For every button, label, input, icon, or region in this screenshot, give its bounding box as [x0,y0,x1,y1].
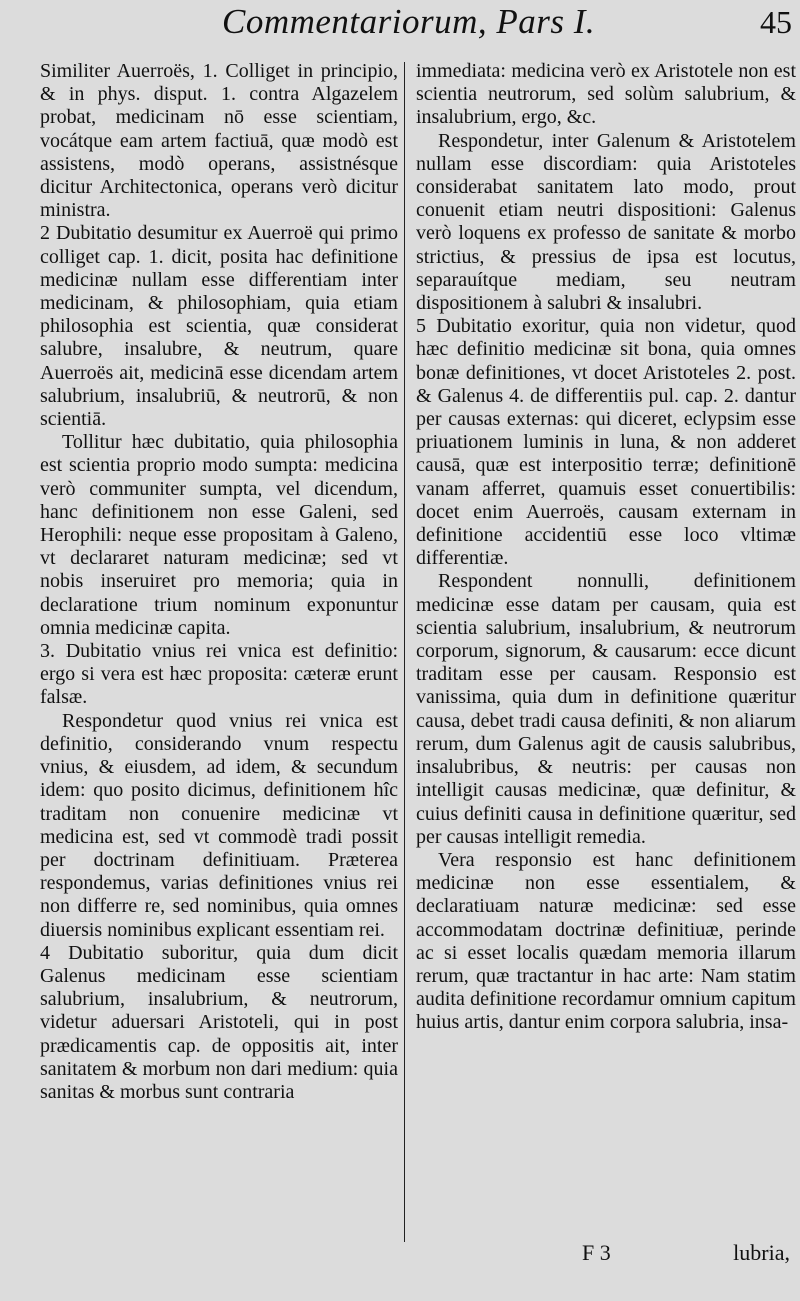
signature-mark: F 3 [582,1240,611,1265]
paragraph: 5 Dubitatio exoritur, quia non videtur, quod hæc definitio medicinæ sit bona, quia omnes bonæ definitiones, vt docet Aristoteles 2. post. & Galenus 4. de differentiis pul. cap. 2. dantur per causas externas: qui diceret, eclypsim esse priuationem luminis in luna, & non adderet causā, quæ est interpositio terræ; definitionē vanam afferret, quamuis esset conuertibilis: docet enim Auerroës, causam externam in definitione accidentiū esse loco vltimæ differentiæ. [416,315,796,570]
paragraph: 4 Dubitatio suboritur, quia dum dicit Galenus medicinam esse scientiam salubrium, insalubrium, & neutrorum, videtur aduersari Aristoteli, qui in post prædicamentis cap. de oppositis ait, inter sanitatem & morbum non dari medium: quia sanitas & morbus sunt contraria [40,941,398,1103]
left-column [40,60,398,1104]
paragraph: immediata: medicina verò ex Aristotele non est scientia neutrorum, sed solùm salubrium, & insalubrium, ergo, &c. [416,60,796,129]
paragraph: Similiter Auerroës, 1. Colliget in principio, & in phys. disput. 1. contra Algazelem probat, medicinam nō esse scientiam, vocátque eam artem factiuā, quæ modò est assistens, modò operans, assistnésque dicitur Architectonica, operans verò dicitur ministra. [40,60,398,222]
page-number: 45 [760,4,792,40]
page-header [0,0,800,58]
paragraph: 2 Dubitatio desumitur ex Auerroë qui primo colliget cap. 1. dicit, posita hac definitione medicinæ nullam esse differentiam inter medicinam, & philosophiam, quia etiam philosophia est scientia, quæ considerat salubre, insalubre, & neutrum, quare Auerroës ait, medicinā esse dicendam artem salubrium, insalubriū, & neutrorū, & non scientiā. [40,222,398,431]
page-footer [0,1240,800,1290]
paragraph: Respondetur, inter Galenum & Aristotelem nullam esse discordiam: quia Aristoteles considerabat sanitatem lato modo, prout conuenit etiam neutri dispositioni: Galenus verò loquens ex professo de sanitate & morbo strictius, & pressius de ipsa est locutus, separauítque mediam, seu neutram dispositionem à salubri & insalubri. [416,129,796,315]
paragraph: Vera responsio est hanc definitionem medicinæ non esse essentialem, & declaratiuam naturæ medicinæ: sed esse accommodatam doctrinæ definitiuæ, perinde ac si esset localis quædam memoria illarum rerum, quæ tractantur in hac arte: Nam statim audita definitione recordamur omnium capitum huius artis, dantur enim corpora salubria, insa- [416,848,796,1034]
right-column [416,60,796,1035]
paragraph: Respondent nonnulli, definitionem medicinæ esse datam per causam, quia est scientia salubrium, insalubrium, & neutrorum corporum, signorum, & causarum: ecce dicunt traditam esse per causam. Responsio est vanissima, quia dum in definitione quæritur causa, debet tradi causa definiti, & non aliarum rerum, dum Galenus agit de causis salubribus, insalubribus, & neutris: per causas non intelligit causas medicinæ, quæ definitur, & cuius definiti causa in definitione quæritur, sed per causas intelligit remedia. [416,570,796,848]
column-divider [404,62,405,1242]
paragraph: 3. Dubitatio vnius rei vnica est definitio: ergo si vera est hæc proposita: cæteræ erunt falsæ. [40,640,398,709]
paragraph: Respondetur quod vnius rei vnica est definitio, considerando vnum respectu vnius, & eiusdem, ad idem, & secundum idem: quo posito dicimus, definitionem hîc traditam non conuenire medicinæ vt medicina est, sed vt commodè tradi possit per doctrinam definitiuam. Præterea respondemus, varias definitiones vnius rei non differre re, sed nominibus, quia omnes diuersis nominibus explicant essentiam rei. [40,709,398,941]
running-title: Commentariorum, Pars I. [222,2,596,41]
paragraph: Tollitur hæc dubitatio, quia philosophia est scientia proprio modo sumpta: medicina verò communiter sumpta, vel dicendum, hanc definitionem non esse Galeni, sed Herophili: neque esse propositam à Galeno, vt declararet naturam medicinæ; sed vt nobis inseruiret pro memoria; quia in declaratione trium nominum exponuntur omnia medicinæ capita. [40,431,398,639]
catchword: lubria, [733,1240,790,1265]
